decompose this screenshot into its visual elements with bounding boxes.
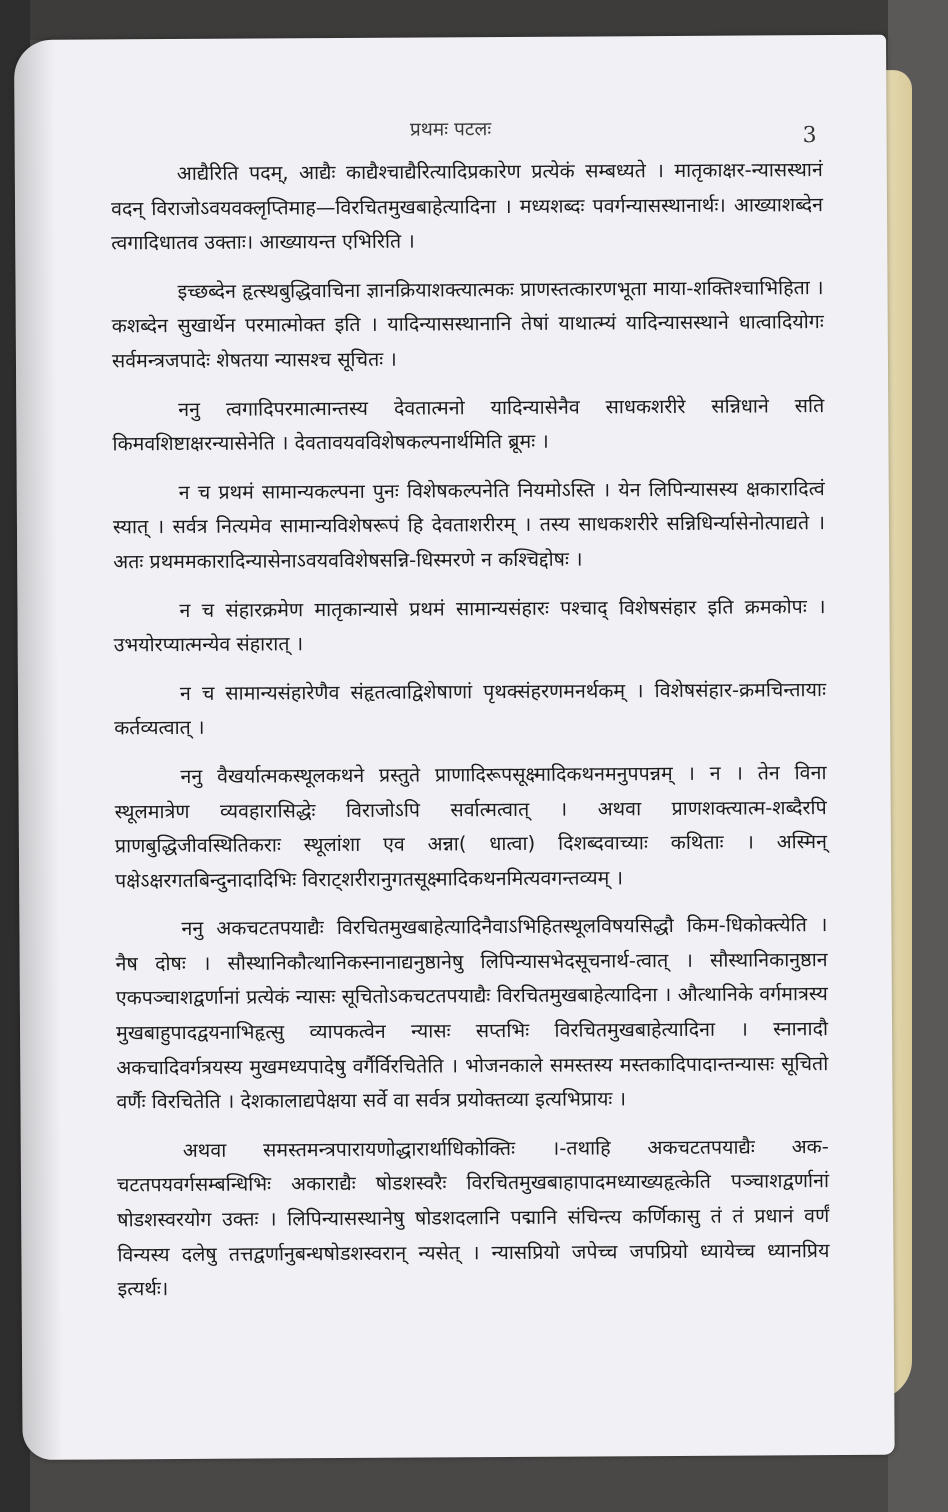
paragraph: ननु अकचटतपयाद्यैः विरचितमुखबाहेत्यादिनैवाऽभिहितस्थूलविषयसिद्धौ किम-धिकोक्त्येति । नैष दोषः । सौस्थानिकौत्थानिकस्नानाद्यनुष्ठानेषु लिपिन्यासभेदसूचनार्थ-त्वात् । सौस्थानिकानुष्ठान एकपञ्चाशद्वर्णानां प्रत्येकं न्यासः सूचितोऽकचटतपयाद्यैः विरचितमुखबाहेत्यादिना । औत्थानिके वर्गमात्रस्य मुखबाहुपादद्वयनाभिहृत्सु व्यापकत्वेन न्यासः सप्तभिः विरचितमुखबाहेत्यादिना । स्नानादौ अकचादिवर्गत्रयस्य मुखमध्यपादेषु वर्गैर्विरचितेति । भोजनकाले समस्तस्य मस्तकादिपादान्तन्यासः सूचितो वर्णैः विरचितेति । देशकालाद्यपेक्षया सर्वे वा सर्वत्र प्रयोक्तव्या इत्यभिप्रायः ।	[115, 913, 829, 1114]
paragraph: अथवा समस्तमन्त्रपारायणोद्धारार्थाधिकोक्तिः ।-तथाहि अकचटतपयाद्यैः अक-चटतपयवर्गसम्बन्धिभिः अकाराद्यैः षोडशस्वरैः विरचितमुखबाहापादमध्याख्यहृत्केति पञ्चाशद्वर्णानां षोडशस्वरयोग उक्तः । लिपिन्यासस्थानेषु षोडशदलानि पद्मानि संचिन्त्य कर्णिकासु तं तं प्रधानं वर्णं विन्यस्य दलेषु तत्तद्वर्णानुबन्धषोडशस्वरान् न्यसेत् । न्यासप्रियो जपेच्च जपप्रियो ध्यायेच्च ध्यानप्रिय इत्यर्थः।	[116, 1134, 830, 1301]
paragraph: आद्यैरिति पदम्, आद्यैः काद्यैश्चाद्यैरित्यादिप्रकारेण प्रत्येकं सम्बध्यते । मातृकाक्षर-न्यासस्थानं वदन् विराजोऽवयवक्लृप्तिमाह—विरचितमुखबाहेत्यादिना । मध्यशब्दः पवर्गन्यासस्थानार्थः। आख्याशब्देन त्वगादिधातव उक्ताः। आख्यायन्त एभिरिति ।	[110, 158, 824, 255]
page-body	[111, 153, 830, 1321]
book-page	[14, 35, 895, 1460]
paragraph: इच्छब्देन हृत्स्थबुद्धिवाचिना ज्ञानक्रियाशक्त्यात्मकः प्राणस्तत्कारणभूता माया-शक्तिश्चाभिहिता । कशब्देन सुखार्थेन परमात्मोक्त इति । यादिन्यासस्थानानि तेषां याथात्म्यं यादिन्यासस्थाने धात्वादियोगः सर्वमन्त्रजपादेः शेषतया न्यासश्च सूचितः ।	[111, 275, 824, 373]
running-header: प्रथमः पटलः	[409, 118, 492, 141]
background-top	[0, 0, 948, 40]
paragraph: ननु त्वगादिपरमात्मान्तस्य देवतात्मनो यादिन्यासेनैव साधकशरीरे सन्निधाने सति किमवशिष्टाक्षरन्यासेनेति । देवतावयवविशेषकल्पनार्थमिति ब्रूमः ।	[112, 393, 825, 456]
page-number: 3	[802, 123, 817, 149]
paragraph: न च सामान्यसंहारेणैव संहृतत्वाद्विशेषाणां पृथक्संहरणमनर्थकम् । विशेषसंहार-क्रमचिन्तायाः कर्तव्यत्वात् ।	[114, 677, 827, 740]
paragraph: न च प्रथमं सामान्यकल्पना पुनः विशेषकल्पनेति नियमोऽस्ति । येन लिपिन्यासस्य क्षकारादित्वं स्यात् । सर्वत्र नित्यमेव सामान्यविशेषरूपं हि देवताशरीरम् । तस्य साधकशरीरे सन्निधिर्न्यासेनोत्पाद्यते । अतः प्रथममकारादिन्यासेनाऽवयवविशेषसन्नि-धिस्मरणे न कश्चिद्दोषः ।	[112, 476, 826, 574]
paragraph: ननु वैखर्यात्मकस्थूलकथने प्रस्तुते प्राणादिरूपसूक्ष्मादिकथनमनुपपन्नम् । न । तेन विना स्थूलमात्रेण व्यवहारासिद्धेः विराजोऽपि सर्वात्मत्वात् । अथवा प्राणशक्त्यात्म-शब्दैरपि प्राणबुद्धिजीवस्थितिकराः स्थूलांशा एव अन्ना( धात्वा) दिशब्दवाच्याः कथिताः । अस्मिन् पक्षेऽक्षरगतबिन्दुनादादिभिः विराट्शरीरानुगतसूक्ष्मादिकथनमित्यवगन्तव्यम् ।	[114, 760, 827, 893]
paragraph: न च संहारक्रमेण मातृकान्यासे प्रथमं सामान्यसंहारः पश्चाद् विशेषसंहार इति क्रमकोपः । उभयोरप्यात्मन्येव संहारात् ।	[113, 594, 826, 657]
